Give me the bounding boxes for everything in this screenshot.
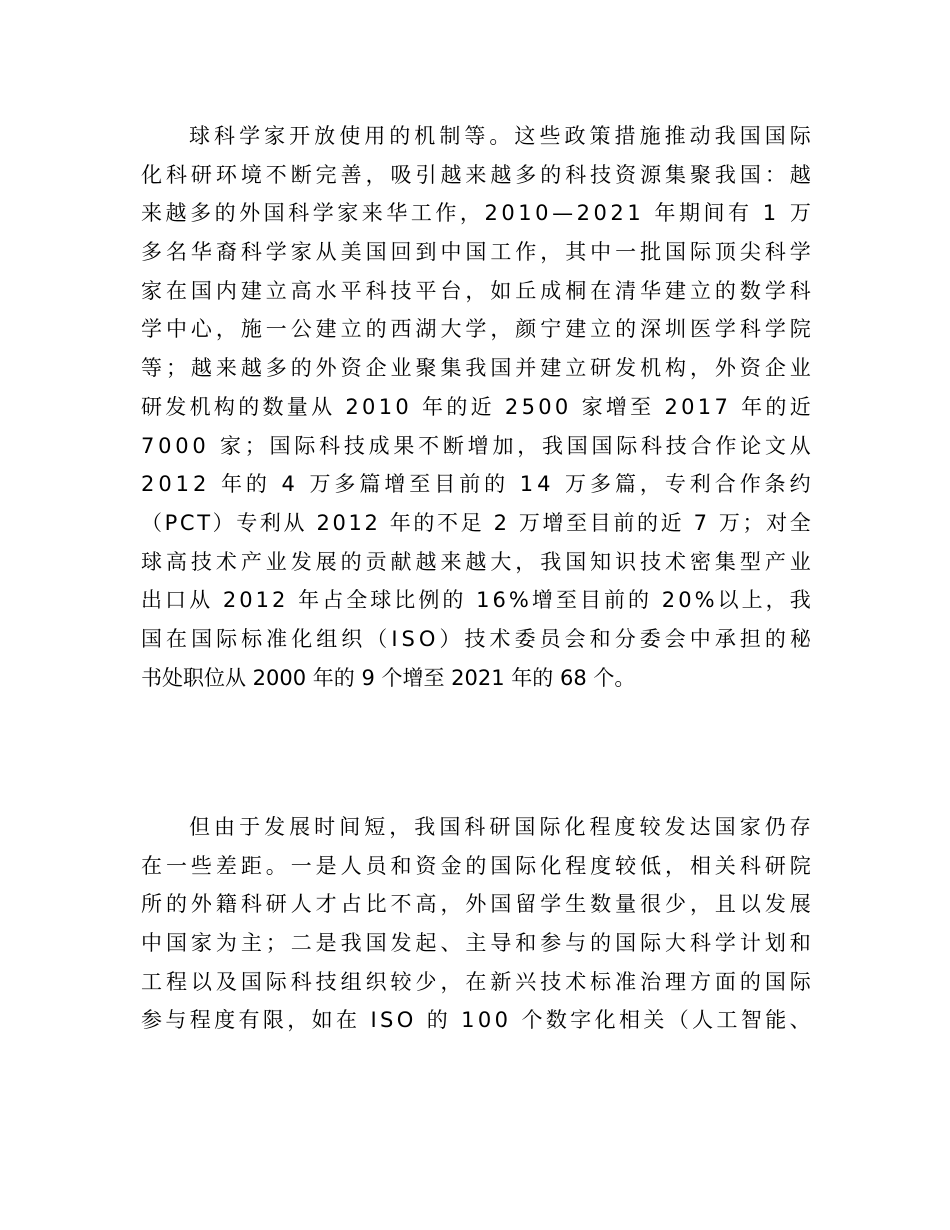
text-line: 2 0 1 2 年 的 4 万 多 篇 增 至 目 前 的 1 4 万 多 篇 ， 专 利 合 作 条 约 bbox=[141, 472, 811, 497]
text-line: 7 0 0 0 家 ； 国 际 科 技 成 果 不 断 增 加 ， 我 国 国 际 科 技 合 作 论 文 从 bbox=[141, 433, 811, 458]
text-line: 等 ； 越 来 越 多 的 外 资 企 业 聚 集 我 国 并 建 立 研 发 机 构 ， 外 资 企 业 bbox=[141, 356, 811, 381]
text-line: 多 名 华 裔 科 学 家 从 美 国 回 到 中 国 工 作 ， 其 中 一 批 国 际 顶 尖 科 学 bbox=[141, 240, 811, 265]
text-line: 出 口 从 2 0 1 2 年 占 全 球 比 例 的 1 6 % 增 至 目 前 的 2 0 % 以 上 ， 我 bbox=[141, 588, 811, 613]
text-line: 研 发 机 构 的 数 量 从 2 0 1 0 年 的 近 2 5 0 0 家 增 至 2 0 1 7 年 的 近 bbox=[141, 394, 811, 419]
text-line: 家 在 国 内 建 立 高 水 平 科 技 平 台 ， 如 丘 成 桐 在 清 华 建 立 的 数 学 科 bbox=[141, 278, 811, 303]
text-line: 参 与 程 度 有 限 ， 如 在 I S O 的 1 0 0 个 数 字 化 相 关 （ 人 工 智 能 、 bbox=[141, 1008, 811, 1033]
text-line: 书处职位从 2000 年的 9 个增至 2021 年的 68 个。 bbox=[141, 665, 636, 690]
text-line: 但 由 于 发 展 时 间 短 ， 我 国 科 研 国 际 化 程 度 较 发 达 国 家 仍 存 bbox=[189, 815, 811, 839]
paragraph-2 bbox=[141, 808, 811, 1040]
text-line: 所 的 外 籍 科 研 人 才 占 比 不 高 ， 外 国 留 学 生 数 量 很 少 ， 且 以 发 展 bbox=[141, 892, 811, 917]
text-line: 在 一 些 差 距 。 一 是 人 员 和 资 金 的 国 际 化 程 度 较 低 ， 相 关 科 研 院 bbox=[141, 853, 811, 878]
text-line: 工 程 以 及 国 际 科 技 组 织 较 少 ， 在 新 兴 技 术 标 准 治 理 方 面 的 国 际 bbox=[141, 969, 811, 994]
text-line: 球 高 技 术 产 业 发 展 的 贡 献 越 来 越 大 ， 我 国 知 识 技 术 密 集 型 产 业 bbox=[141, 549, 811, 574]
text-line: 学 中 心 ， 施 一 公 建 立 的 西 湖 大 学 ， 颜 宁 建 立 的 深 圳 医 学 科 学 院 bbox=[141, 317, 811, 342]
text-line: 球 科 学 家 开 放 使 用 的 机 制 等 。 这 些 政 策 措 施 推 动 我 国 国 际 bbox=[189, 124, 811, 148]
text-line: 来 越 多 的 外 国 科 学 家 来 华 工 作 ， 2 0 1 0 — 2 0 2 1 年 期 间 有 1 万 bbox=[141, 201, 811, 226]
text-line: 国 在 国 际 标 准 化 组 织 （ I S O ） 技 术 委 员 会 和 分 委 会 中 承 担 的 秘 bbox=[141, 626, 811, 651]
text-line: 化 科 研 环 境 不 断 完 善 ， 吸 引 越 来 越 多 的 科 技 资 源 集 聚 我 国 ： 越 bbox=[141, 162, 811, 187]
paragraph-1 bbox=[141, 117, 811, 697]
text-line: 中 国 家 为 主 ； 二 是 我 国 发 起 、 主 导 和 参 与 的 国 际 大 科 学 计 划 和 bbox=[141, 931, 811, 956]
text-line: （ P C T ） 专 利 从 2 0 1 2 年 的 不 足 2 万 增 至 目 前 的 近 7 万 ； 对 全 bbox=[141, 510, 811, 535]
